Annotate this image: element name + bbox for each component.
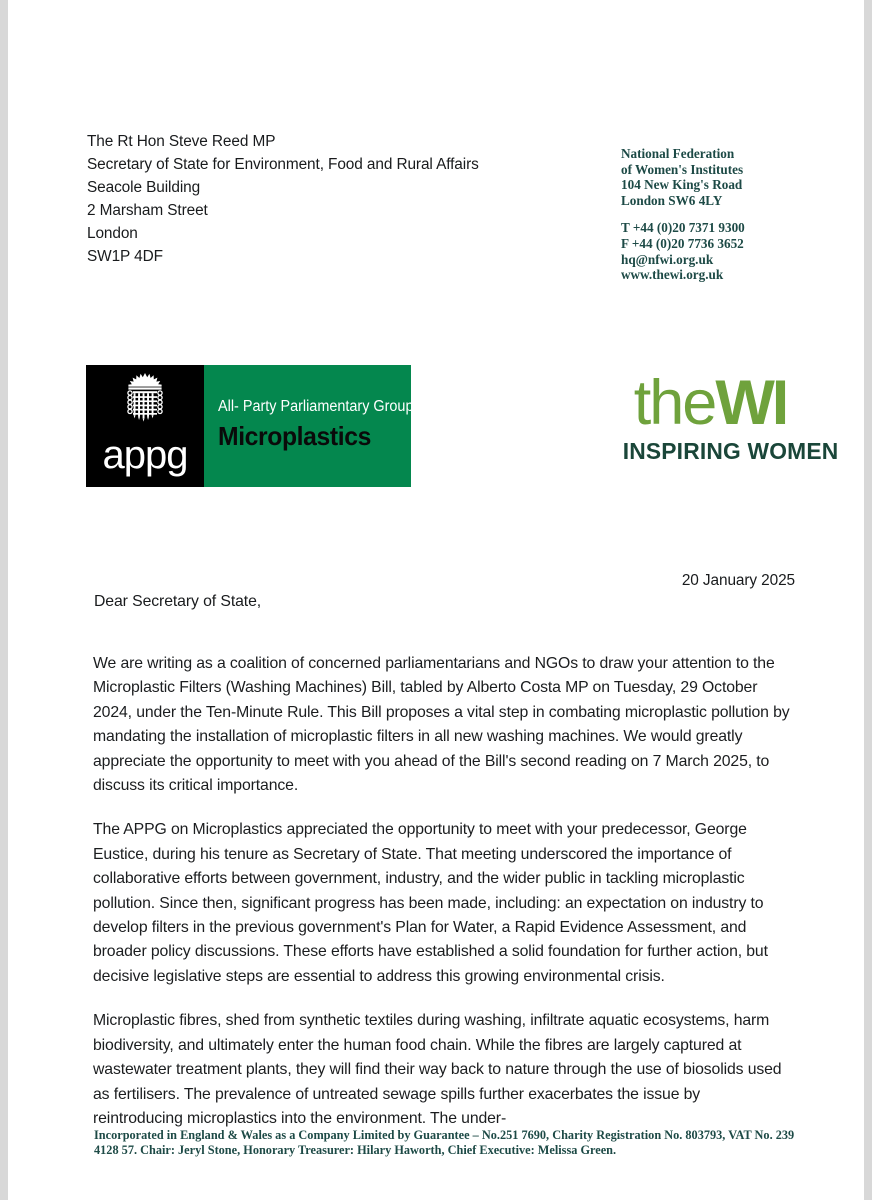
appg-subtitle: All- Party Parliamentary Group on: [218, 398, 434, 415]
wi-the-text: the: [633, 368, 716, 438]
letterhead-address-line-2: London SW6 4LY: [621, 192, 723, 208]
appg-green-panel: [204, 365, 434, 487]
letterhead-contact-block: [621, 220, 821, 282]
body-paragraph-1: We are writing as a coalition of concerned parliamentarians and NGOs to draw your attention to the Microplastic Filters (Washing Machines) Bill, tabled by Alberto Costa MP on Tuesday, 29 October 2024, under the Ten-Minute Rule. This Bill proposes a vital step in combating microplastic pollution by mandating the installation of microplastic filters in all new washing machines. We would greatly appreciate the opportunity to meet with you ahead of the Bill's second reading on 7 March 2025, to discuss its critical importance.: [93, 655, 790, 795]
wi-wordmark: [620, 370, 800, 436]
letterhead-address-line-1: 104 New King's Road: [621, 177, 743, 193]
letter-header-area: [8, 130, 864, 300]
nfwi-letterhead-block: [621, 146, 821, 283]
letterhead-email[interactable]: hq@nfwi.org.uk: [621, 251, 714, 267]
recipient-postcode: SW1P 4DF: [87, 248, 163, 265]
letterhead-org-line-1: National Federation: [621, 146, 735, 161]
the-wi-logo: [620, 368, 839, 490]
letter-page: [8, 0, 864, 1200]
letterhead-website[interactable]: www.thewi.org.uk: [621, 267, 724, 283]
portcullis-crown-icon: [122, 373, 168, 423]
body-paragraph-3: Microplastic fibres, shed from synthetic textiles during washing, infiltrate aquatic ecosystems, harm biodiversity, and ultimately enter the human food chain. While the fibres are largely captured at wastewater treatment plants, they will find their way back to nature through the use of biosolids used as fertilisers. The prevalence of untreated sewage spills further exacerbates the issue by reintroducing microplastics into the environment. The under-: [93, 1012, 782, 1127]
letter-date: 20 January 2025: [681, 572, 795, 589]
legal-footer: Incorporated in England & Wales as a Company Limited by Guarantee – No.251 7690, Charity Registration No. 803793, VAT No. 239 4128 57. Chair: Jeryl Stone, Honorary Treasurer: Hilary Haworth, Chief Executive: Melissa Green.: [94, 1128, 795, 1157]
wi-tagline: INSPIRING WOMEN: [622, 438, 839, 464]
recipient-street: 2 Marsham Street: [87, 202, 208, 219]
wi-initials-text: WI: [715, 368, 787, 438]
body-paragraph-2: The APPG on Microplastics appreciated the opportunity to meet with your predecessor, George Eustice, during his tenure as Secretary of State. That meeting underscored the importance of collaborative efforts between government, industry, and the wider public in tackling microplastic pollution. Since then, significant progress has been made, including: an expectation on industry to develop filters in the previous government's Plan for Water, a Rapid Evidence Assessment, and broader policy discussions. These efforts have established a solid foundation for further action, but decisive legislative steps are essential to address this growing environmental crisis.: [93, 821, 768, 985]
recipient-city: London: [87, 225, 138, 242]
letterhead-telephone: T +44 (0)20 7371 9300: [621, 220, 745, 236]
appg-wordmark: appg: [102, 433, 188, 477]
appg-microplastics-logo: [86, 365, 434, 487]
letterhead-fax: F +44 (0)20 7736 3652: [621, 235, 744, 251]
appg-title: Microplastics: [218, 421, 371, 451]
recipient-address-block: [87, 130, 557, 268]
logo-row: [8, 360, 864, 495]
letter-body: [93, 652, 793, 1151]
recipient-building: Seacole Building: [87, 179, 201, 196]
recipient-title: Secretary of State for Environment, Food and Rural Affairs: [87, 156, 479, 173]
letterhead-org-line-2: of Women's Institutes: [621, 161, 744, 177]
letter-salutation: Dear Secretary of State,: [94, 593, 262, 610]
recipient-name: The Rt Hon Steve Reed MP: [87, 133, 276, 150]
appg-black-panel: [86, 365, 204, 487]
